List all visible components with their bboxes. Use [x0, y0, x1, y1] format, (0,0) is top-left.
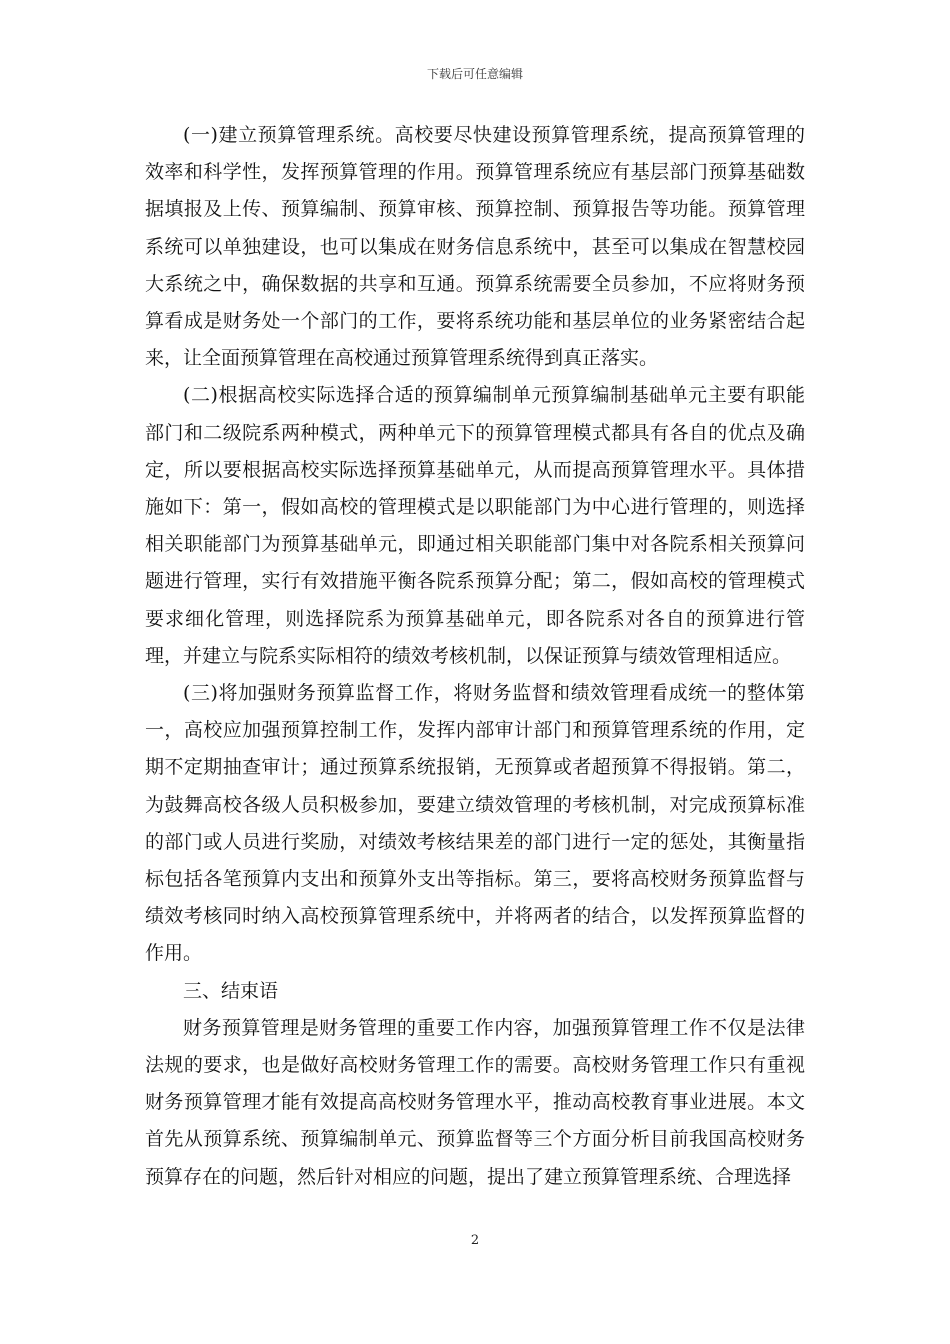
page-header: 下载后可任意编辑	[426, 67, 523, 81]
paragraph-conclusion: 财务预算管理是财务管理的重要工作内容，加强预算管理工作不仅是法律法规的要求，也是做好高校财务管理工作的需要。高校财务管理工作只有重视财务预算管理才能有效提高高校财务管理水平，推动高校教育事业进展。本文首先从预算系统、预算编制单元、预算监督等三个方面分析目前我国高校财务预算存在的问题，然后针对相应的问题，提出了建立预算管理系统、合理选择	[145, 1016, 805, 1188]
page-number: 2	[470, 1233, 480, 1248]
paragraph-budget-unit: (二)根据高校实际选择合适的预算编制单元预算编制基础单元主要有职能部门和二级院系两种模式，两种单元下的预算管理模式都具有各自的优点及确定，所以要根据高校实际选择预算基础单元，从而提高预算管理水平。具体措施如下：第一，假如高校的管理模式是以职能部门为中心进行管理的，则选择相关职能部门为预算基础单元，即通过相关职能部门集中对各院系相关预算问题进行管理，实行有效措施平衡各院系预算分配；第二，假如高校的管理模式要求细化管理，则选择院系为预算基础单元，即各院系对各自的预算进行管理，并建立与院系实际相符的绩效考核机制，以保证预算与绩效管理相适应。	[145, 384, 805, 667]
document-body	[145, 117, 805, 1196]
section-heading-conclusion: 三、结束语	[183, 979, 279, 1002]
paragraph-budget-supervision: (三)将加强财务预算监督工作，将财务监督和绩效管理看成统一的整体第一，高校应加强预算控制工作，发挥内部审计部门和预算管理系统的作用，定期不定期抽查审计；通过预算系统报销，无预算或者超预算不得报销。第二，为鼓舞高校各级人员积极参加，要建立绩效管理的考核机制，对完成预算标准的部门或人员进行奖励，对绩效考核结果差的部门进行一定的惩处，其衡量指标包括各笔预算内支出和预算外支出等指标。第三，要将高校财务预算监督与绩效考核同时纳入高校预算管理系统中，并将两者的结合，以发挥预算监督的作用。	[145, 682, 805, 965]
paragraph-budget-system: (一)建立预算管理系统。高校要尽快建设预算管理系统，提高预算管理的效率和科学性，发挥预算管理的作用。预算管理系统应有基层部门预算基础数据填报及上传、预算编制、预算审核、预算控制、预算报告等功能。预算管理系统可以单独建设，也可以集成在财务信息系统中，甚至可以集成在智慧校园大系统之中，确保数据的共享和互通。预算系统需要全员参加，不应将财务预算看成是财务处一个部门的工作，要将系统功能和基层单位的业务紧密结合起来，让全面预算管理在高校通过预算管理系统得到真正落实。	[145, 124, 805, 370]
